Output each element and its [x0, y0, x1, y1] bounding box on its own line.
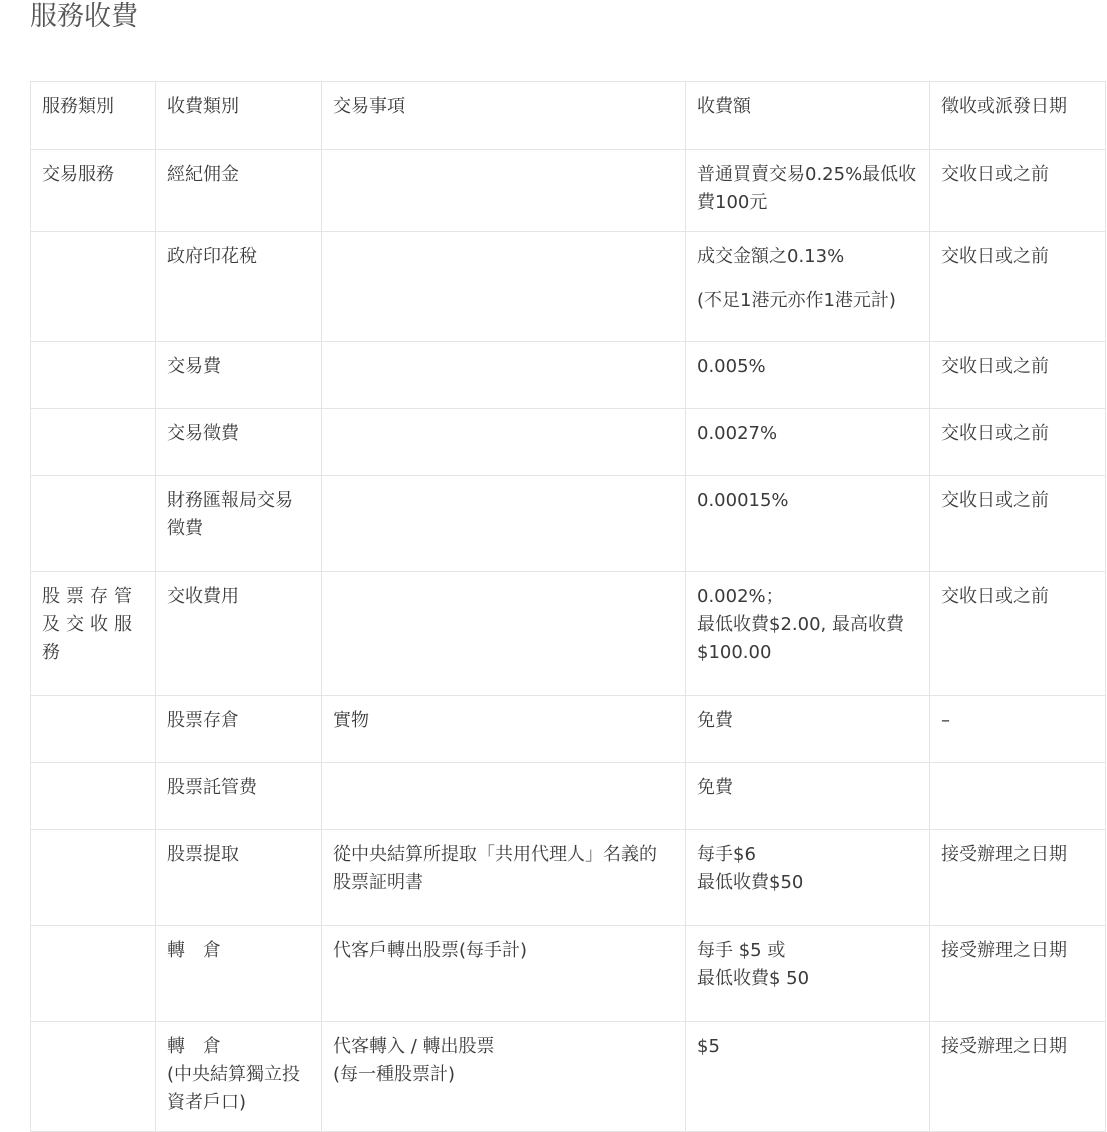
table-row	[31, 342, 1106, 409]
cell-item	[322, 763, 686, 830]
table-row	[31, 830, 1106, 926]
category-note: (中央結算獨立投資者戶口)	[167, 1064, 301, 1113]
fee-line: 0.00015%	[697, 490, 789, 511]
cell-fee	[686, 763, 930, 830]
table-row	[31, 150, 1106, 232]
cell-service	[31, 232, 156, 342]
cell-category: 財務匯報局交易徵費	[156, 476, 322, 572]
cell-category: 交易費	[156, 342, 322, 409]
fee-line: 0.002%；	[697, 586, 784, 607]
cell-fee	[686, 476, 930, 572]
fee-line: 最低收費$2.00, 最高收費$100.00	[697, 614, 904, 663]
header-fee-category: 收費類別	[156, 82, 322, 150]
service-fees-table	[30, 81, 1106, 1132]
header-service-type: 服務類別	[31, 82, 156, 150]
cell-item	[322, 342, 686, 409]
cell-category: 轉 倉	[156, 926, 322, 1022]
table-row	[31, 696, 1106, 763]
fee-line: 最低收費$50	[697, 872, 804, 893]
fee-line: 免費	[697, 777, 733, 798]
cell-date	[930, 763, 1106, 830]
cell-service: 交易服務	[31, 150, 156, 232]
item-note: (每一種股票計)	[333, 1064, 456, 1085]
table-row	[31, 232, 1106, 342]
cell-fee	[686, 696, 930, 763]
cell-fee	[686, 409, 930, 476]
cell-category	[156, 1022, 322, 1132]
cell-fee	[686, 830, 930, 926]
cell-category: 政府印花稅	[156, 232, 322, 342]
cell-item: 從中央結算所提取「共用代理人」名義的股票証明書	[322, 830, 686, 926]
cell-service	[31, 476, 156, 572]
cell-fee	[686, 150, 930, 232]
cell-item: 代客戶轉出股票(每手計)	[322, 926, 686, 1022]
fee-line: 每手 $5 或	[697, 940, 786, 961]
cell-fee	[686, 342, 930, 409]
cell-category: 股票存倉	[156, 696, 322, 763]
fee-line: 最低收費$ 50	[697, 968, 810, 989]
fee-line: 成交金額之0.13%	[697, 246, 845, 267]
cell-item: 實物	[322, 696, 686, 763]
cell-date: 接受辦理之日期	[930, 926, 1106, 1022]
table-row	[31, 409, 1106, 476]
fee-line: 免費	[697, 710, 733, 731]
cell-fee	[686, 232, 930, 342]
fee-line: $5	[697, 1036, 720, 1057]
item-label: 代客轉入 / 轉出股票	[333, 1036, 495, 1057]
cell-category: 股票託管费	[156, 763, 322, 830]
category-label: 轉 倉	[167, 1036, 221, 1057]
cell-service	[31, 1022, 156, 1132]
table-row	[31, 476, 1106, 572]
cell-fee	[686, 926, 930, 1022]
cell-date: –	[930, 696, 1106, 763]
cell-item	[322, 1022, 686, 1132]
cell-service	[31, 409, 156, 476]
cell-item	[322, 409, 686, 476]
cell-service	[31, 830, 156, 926]
cell-date: 交收日或之前	[930, 572, 1106, 696]
cell-date: 交收日或之前	[930, 476, 1106, 572]
fee-line: 0.0027%	[697, 423, 778, 444]
cell-category: 股票提取	[156, 830, 322, 926]
fee-note: (不足1港元亦作1港元計)	[697, 290, 896, 311]
cell-date: 接受辦理之日期	[930, 1022, 1106, 1132]
cell-service: 股票存管及交收服務	[31, 572, 156, 696]
cell-category: 交收費用	[156, 572, 322, 696]
cell-date: 交收日或之前	[930, 150, 1106, 232]
header-transaction-item: 交易事項	[322, 82, 686, 150]
cell-service	[31, 342, 156, 409]
header-fee-amount: 收費額	[686, 82, 930, 150]
cell-date: 接受辦理之日期	[930, 830, 1106, 926]
fee-line: 普通買賣交易0.25%最低收費100元	[697, 164, 917, 213]
table-row	[31, 763, 1106, 830]
table-row	[31, 572, 1106, 696]
cell-date: 交收日或之前	[930, 409, 1106, 476]
cell-service	[31, 696, 156, 763]
cell-item	[322, 150, 686, 232]
cell-category: 交易徵費	[156, 409, 322, 476]
cell-service	[31, 926, 156, 1022]
fee-line: 0.005%	[697, 356, 766, 377]
header-collection-date: 徵收或派發日期	[930, 82, 1106, 150]
table-row	[31, 926, 1106, 1022]
table-row	[31, 1022, 1106, 1132]
cell-item	[322, 476, 686, 572]
cell-fee	[686, 1022, 930, 1132]
cell-fee	[686, 572, 930, 696]
cell-item	[322, 232, 686, 342]
table-header-row	[31, 82, 1106, 150]
cell-category: 經紀佣金	[156, 150, 322, 232]
page-title: 服務收費	[30, 1, 138, 32]
cell-date: 交收日或之前	[930, 232, 1106, 342]
fee-line: 每手$6	[697, 844, 756, 865]
cell-date: 交收日或之前	[930, 342, 1106, 409]
cell-service	[31, 763, 156, 830]
cell-item	[322, 572, 686, 696]
